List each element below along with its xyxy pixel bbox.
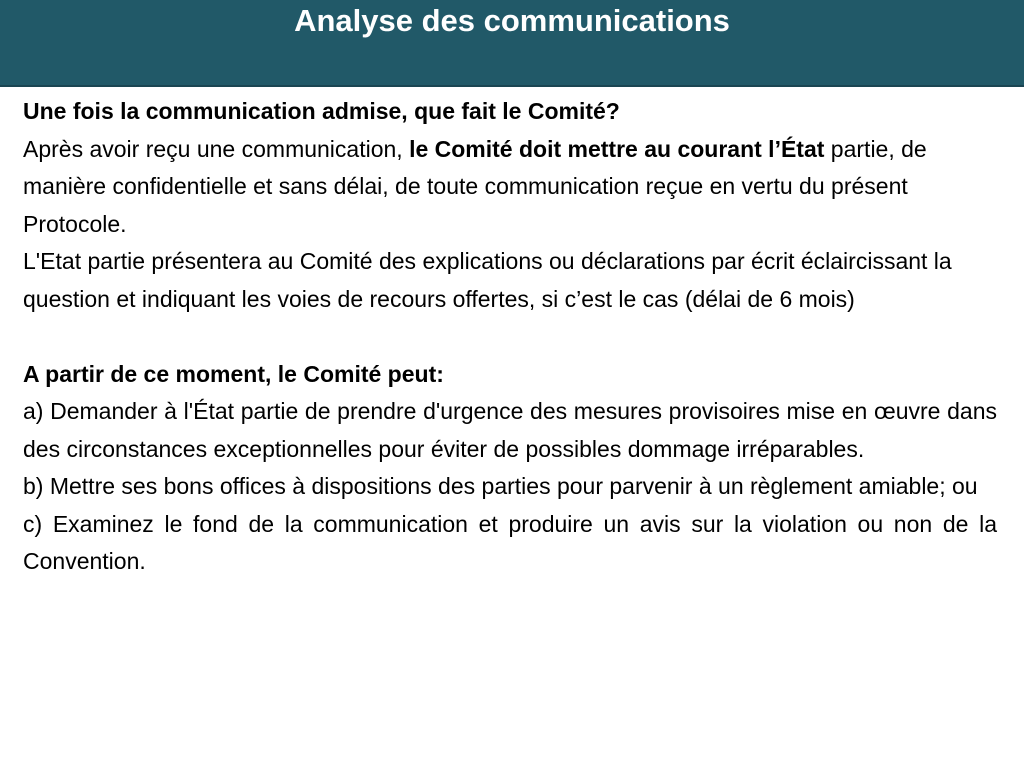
list-item-a: a) Demander à l'État partie de prendre d'urgence des mesures provisoires mise en œuvre dans des circonstances exceptionnelles pour éviter de possibles dommage irréparables. — [23, 398, 997, 462]
title-bar — [0, 0, 1024, 87]
slide-body — [23, 93, 997, 581]
paragraph-etat-partie: L'Etat partie présentera au Comité des explications ou déclarations par écrit éclaircissant la question et indiquant les voies de recours offertes, si c’est le cas (délai de 6 mois) — [23, 248, 952, 312]
paragraph-apres-reception-text-start: Après avoir reçu une communication, — [23, 135, 410, 162]
paragraph-apres-reception-text-end: partie, de manière confidentielle et sans délai, de toute communication reçue en vertu du présent Protocole. — [23, 135, 927, 237]
list-item-c: c) Examinez le fond de la communication et produire un avis sur la violation ou non de la Convention. — [23, 510, 997, 574]
spacer — [23, 318, 997, 356]
list-item-b: b) Mettre ses bons offices à dispositions des parties pour parvenir à un règlement amiable; ou — [23, 473, 978, 499]
paragraph-apres-reception — [23, 131, 997, 244]
paragraph-apres-reception-bold: le Comité doit mettre au courant l’État — [409, 135, 825, 162]
section-heading-communication-admise: Une fois la communication admise, que fait le Comité? — [23, 98, 620, 124]
section-heading-comite-peut: A partir de ce moment, le Comité peut: — [23, 360, 444, 387]
slide-title: Analyse des communications — [294, 3, 730, 38]
